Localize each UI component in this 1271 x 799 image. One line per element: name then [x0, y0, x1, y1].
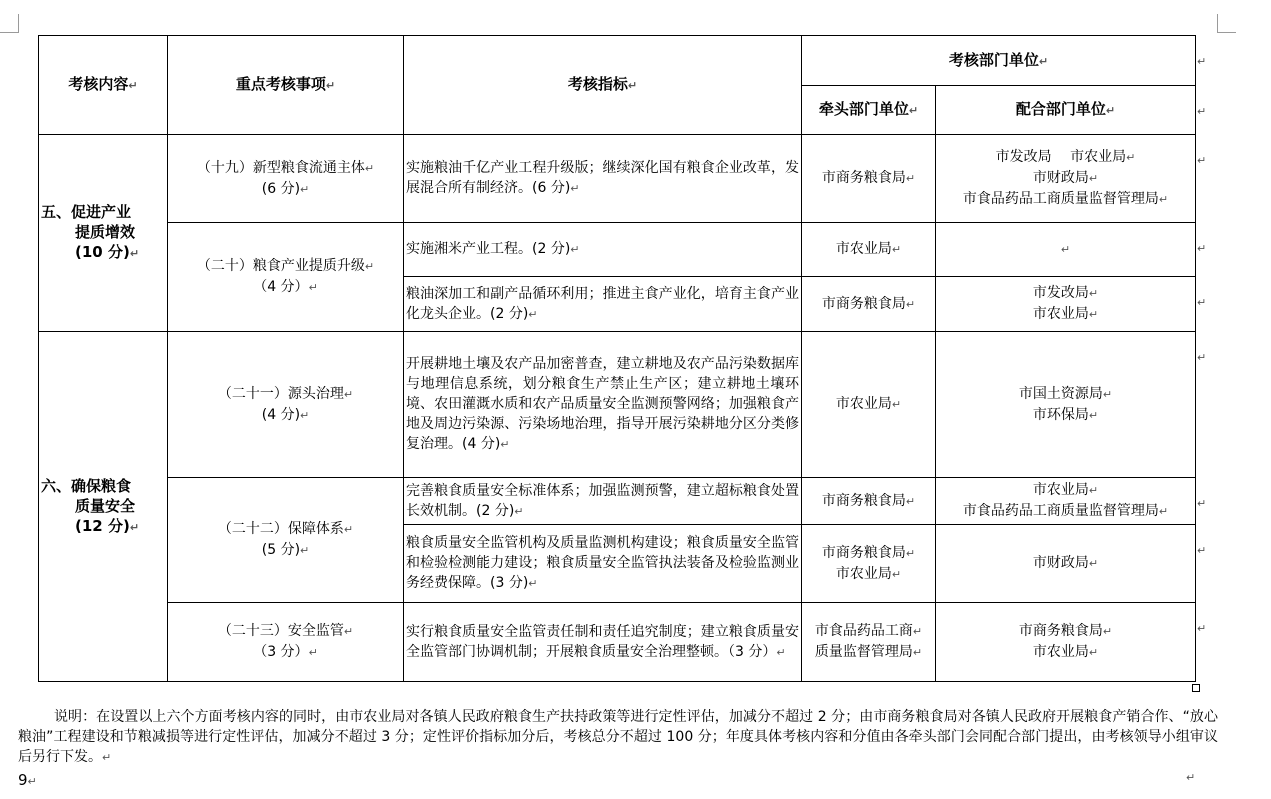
lead-dept-cell	[802, 223, 936, 277]
indicator-text: 粮油深加工和副产品循环利用；推进主食产业化，培育主食产业化龙头企业。(2 分)	[406, 285, 799, 322]
row-end-mark: ↵	[1197, 622, 1207, 635]
dept-name: 市食品药品工商质量监督管理局	[962, 191, 1159, 207]
dept-name: 市食品药品工商质量监督管理局	[962, 503, 1159, 519]
header-lead: 牵头部门单位↵	[802, 86, 936, 135]
key-item-name-line	[170, 519, 401, 540]
indicator-cell	[404, 525, 802, 603]
table-row	[39, 332, 1196, 478]
dept-name: 市财政局	[1032, 555, 1089, 571]
lead-dept-line	[804, 394, 933, 415]
assessment-table	[38, 35, 1196, 682]
cooperate-dept-cell	[936, 223, 1196, 277]
paragraph-mark: ↵	[1186, 771, 1196, 784]
indicator-text: 粮食质量安全监管机构及质量监测机构建设；粮食质量安全监管和检验检测能力建设；粮食质量安全监管执法装备及检验监测业务经费保障。(3 分)	[406, 535, 799, 591]
cooperate-dept-line	[938, 384, 1193, 405]
dept-name: 市商务粮食局	[821, 492, 906, 509]
paragraph-mark: ↵	[308, 646, 318, 659]
key-item-score: （3 分）	[253, 644, 309, 660]
paragraph-mark: ↵	[300, 182, 310, 196]
header-departments: 考核部门单位↵	[802, 36, 1196, 86]
row-end-mark: ↵	[1197, 154, 1207, 167]
header-key-items: 重点考核事项↵	[168, 36, 404, 135]
table-resize-handle[interactable]	[1192, 684, 1200, 692]
paragraph-mark: ↵	[776, 645, 786, 659]
paragraph-mark: ↵	[343, 523, 354, 536]
paragraph-mark: ↵	[364, 161, 375, 175]
section-title-line2	[41, 222, 165, 242]
lead-dept-cell	[802, 603, 936, 682]
header-content: 考核内容↵	[39, 36, 168, 135]
paragraph-mark: ↵	[905, 172, 916, 185]
page-corner-mark	[0, 14, 19, 33]
paragraph-mark: ↵	[129, 520, 140, 534]
section-title: 六、确保粮食	[41, 476, 132, 495]
cooperate-dept-line	[938, 642, 1193, 663]
section-title-line1	[41, 202, 165, 222]
paragraph-mark: ↵	[570, 243, 580, 256]
dept-name: 市农业局	[1032, 306, 1089, 322]
key-item-name-line	[170, 158, 401, 179]
paragraph-mark: ↵	[1102, 625, 1113, 638]
paragraph-mark: ↵	[570, 182, 580, 195]
key-item-cell	[168, 603, 404, 682]
indicator-text: 开展耕地土壤及农产品加密普查，建立耕地及农产品污染数据库与地理信息系统，划分粮食生产禁止生产区；建立耕地土壤环境、农田灌溉水质和农产品质量安全监测预警网络；加强粮食产地及周边污染源、污染场地治理，指导开展污染耕地分区分类修复治理。(4 分)	[406, 356, 799, 452]
paragraph-mark: ↵	[912, 625, 923, 638]
section-score: (12 分)	[75, 516, 130, 535]
paragraph-mark: ↵	[1102, 387, 1113, 401]
paragraph-mark: ↵	[905, 546, 916, 560]
indicator-text: 完善粮食质量安全标准体系；加强监测预警，建立超标粮食处置长效机制。(2 分)	[406, 482, 799, 519]
section-title-line1	[41, 476, 165, 496]
key-item-score: (4 分)	[261, 406, 301, 423]
indicator-text: 实行粮食质量安全监管责任制和责任追究制度；建立粮食质量安全监管部门协调机制；开展粮食质量安全治理整顿。（3 分）	[406, 623, 799, 660]
key-item-score: (6 分)	[261, 180, 301, 197]
row-end-mark: ↵	[1197, 544, 1207, 557]
key-item-score-line	[170, 179, 401, 200]
key-item-name-line	[170, 621, 401, 642]
dept-name: 市农业局	[835, 396, 892, 412]
paragraph-mark: ↵	[891, 398, 902, 411]
lead-dept-line	[804, 642, 933, 663]
lead-dept-line	[804, 239, 933, 260]
dept-name: 市发改局	[1032, 285, 1089, 301]
paragraph-mark: ↵	[364, 260, 375, 273]
lead-dept-cell	[802, 478, 936, 525]
table-row	[39, 135, 1196, 223]
dept-name: 市环保局	[1032, 406, 1089, 423]
cooperate-dept-line	[938, 189, 1193, 210]
key-item-cell	[168, 135, 404, 223]
cooperate-dept-cell	[936, 525, 1196, 603]
dept-name: 市食品药品工商	[814, 623, 913, 639]
table-row	[39, 478, 1196, 525]
key-item-name: （十九）新型粮食流通主体	[196, 159, 365, 176]
row-end-mark: ↵	[1197, 105, 1207, 118]
dept-name: 质量监督管理局	[814, 644, 913, 660]
section-score-line	[41, 516, 165, 538]
lead-dept-line	[804, 621, 933, 642]
paragraph-mark: ↵	[891, 567, 902, 581]
indicator-text: 实施湘米产业工程。(2 分)	[406, 241, 571, 257]
dept-name: 市农业局	[1032, 482, 1089, 498]
paragraph-mark: ↵	[300, 408, 310, 422]
paragraph-mark: ↵	[300, 544, 310, 557]
dept-name: 市国土资源局	[1018, 385, 1103, 402]
cooperate-dept-cell	[936, 277, 1196, 332]
lead-dept-cell	[802, 525, 936, 603]
cooperate-dept-line	[938, 621, 1193, 642]
section-title-line2	[41, 496, 165, 516]
cooperate-dept-cell	[936, 332, 1196, 478]
row-end-mark: ↵	[1197, 55, 1207, 68]
key-item-name: （二十二）保障体系	[217, 521, 344, 537]
lead-dept-line	[804, 543, 933, 564]
indicator-cell	[404, 478, 802, 525]
dept-name: 市商务粮食局	[821, 170, 906, 186]
paragraph-mark: ↵	[528, 577, 538, 590]
indicator-text: 实施粮油千亿产业工程升级版；继续深化国有粮食企业改革，发展混合所有制经济。(6 分)	[406, 160, 799, 196]
paragraph-mark: ↵	[343, 625, 354, 638]
paragraph-mark: ↵	[129, 247, 140, 260]
paragraph-mark: ↵	[343, 387, 354, 401]
cooperate-dept-cell	[936, 135, 1196, 223]
section-score-line	[41, 242, 165, 264]
paragraph-mark: ↵	[1158, 193, 1169, 206]
cooperate-dept-line	[938, 168, 1193, 189]
table-row	[39, 223, 1196, 277]
key-item-name-line	[170, 256, 401, 277]
key-item-cell	[168, 478, 404, 603]
key-item-score-line	[170, 405, 401, 426]
paragraph-mark: ↵	[1088, 308, 1099, 321]
dept-name: 市发改局 市农业局	[995, 149, 1127, 165]
page-corner-mark	[1217, 14, 1236, 33]
paragraph-mark: ↵	[905, 297, 916, 311]
dept-name: 市农业局	[835, 565, 892, 582]
indicator-cell	[404, 135, 802, 223]
paragraph-mark: ↵	[1158, 505, 1169, 518]
lead-dept-line	[804, 294, 933, 315]
paragraph-mark: ↵	[1088, 287, 1099, 300]
dept-name: 市财政局	[1032, 170, 1089, 186]
paragraph-mark: ↵	[1126, 151, 1136, 164]
paragraph-mark: ↵	[1060, 243, 1071, 256]
paragraph-mark: ↵	[308, 281, 318, 294]
key-item-name: （二十一）源头治理	[217, 385, 344, 402]
lead-dept-line	[804, 491, 933, 512]
lead-dept-cell	[802, 135, 936, 223]
section-title: 质量安全	[75, 496, 136, 515]
paragraph-mark: ↵	[1088, 557, 1099, 570]
key-item-name: （二十）粮食产业提质升级	[196, 258, 365, 274]
key-item-name: （二十三）安全监管	[217, 623, 344, 639]
row-end-mark: ↵	[1197, 497, 1207, 510]
paragraph-mark: ↵	[891, 243, 902, 256]
dept-name: 市农业局	[1032, 644, 1089, 660]
key-item-score-line	[170, 642, 401, 663]
key-item-name-line	[170, 384, 401, 405]
section-title-cell	[39, 135, 168, 332]
cooperate-dept-cell	[936, 603, 1196, 682]
indicator-cell	[404, 277, 802, 332]
row-end-mark: ↵	[1197, 351, 1207, 364]
table-row	[39, 603, 1196, 682]
dept-name: 市商务粮食局	[821, 544, 906, 561]
dept-name: 市商务粮食局	[821, 295, 906, 312]
cooperate-dept-cell	[936, 478, 1196, 525]
header-cooperate: 配合部门单位↵	[936, 86, 1196, 135]
key-item-score-line	[170, 540, 401, 561]
section-title-cell	[39, 332, 168, 682]
header-indicators: 考核指标↵	[404, 36, 802, 135]
dept-name: 市农业局	[835, 241, 892, 257]
key-item-score: (5 分)	[261, 542, 301, 558]
paragraph-mark: ↵	[1088, 408, 1099, 422]
note-paragraph: 说明：在设置以上六个方面考核内容的同时，由市农业局对各镇人民政府粮食生产扶持政策等进行定性评估，加减分不超过 2 分；由市商务粮食局对各镇人民政府开展粮食产销合作、“放心粮油”工程建设和节粮减损等进行定性评估，加减分不超过 3 分；定性评价指标加分后，考核总分不超过 100 分；年度具体考核内容和分值由各牵头部门会同配合部门提出，由考核领导小组审议后另行下发。↵	[18, 709, 1218, 765]
paragraph-mark: ↵	[1088, 172, 1099, 185]
cooperate-dept-line	[938, 304, 1193, 325]
indicator-cell	[404, 332, 802, 478]
key-item-score-line	[170, 277, 401, 298]
lead-dept-line	[804, 168, 933, 189]
cooperate-dept-line	[938, 501, 1193, 522]
cooperate-dept-line	[938, 405, 1193, 426]
section-title: 五、促进产业	[41, 203, 132, 221]
key-item-cell	[168, 332, 404, 478]
lead-dept-cell	[802, 332, 936, 478]
header-row	[39, 36, 1196, 86]
row-end-mark: ↵	[1197, 296, 1207, 309]
key-item-cell	[168, 223, 404, 332]
page-number: 9↵	[18, 771, 37, 789]
lead-dept-line	[804, 564, 933, 585]
paragraph-mark: ↵	[912, 646, 923, 659]
paragraph-mark: ↵	[528, 307, 538, 321]
paragraph-mark: ↵	[1088, 484, 1099, 497]
paragraph-mark: ↵	[1088, 646, 1099, 659]
row-end-mark: ↵	[1197, 242, 1207, 255]
lead-dept-cell	[802, 277, 936, 332]
cooperate-dept-line	[938, 480, 1193, 501]
cooperate-dept-line	[938, 147, 1193, 168]
cooperate-dept-line	[938, 553, 1193, 574]
indicator-cell	[404, 603, 802, 682]
section-title: 提质增效	[75, 223, 136, 241]
section-score: (10 分)	[75, 243, 130, 261]
cooperate-dept-line	[938, 283, 1193, 304]
dept-name: 市商务粮食局	[1018, 623, 1103, 639]
paragraph-mark: ↵	[514, 504, 524, 518]
paragraph-mark: ↵	[500, 438, 510, 451]
paragraph-mark: ↵	[905, 494, 916, 508]
key-item-score: （4 分）	[253, 279, 309, 295]
indicator-cell	[404, 223, 802, 277]
